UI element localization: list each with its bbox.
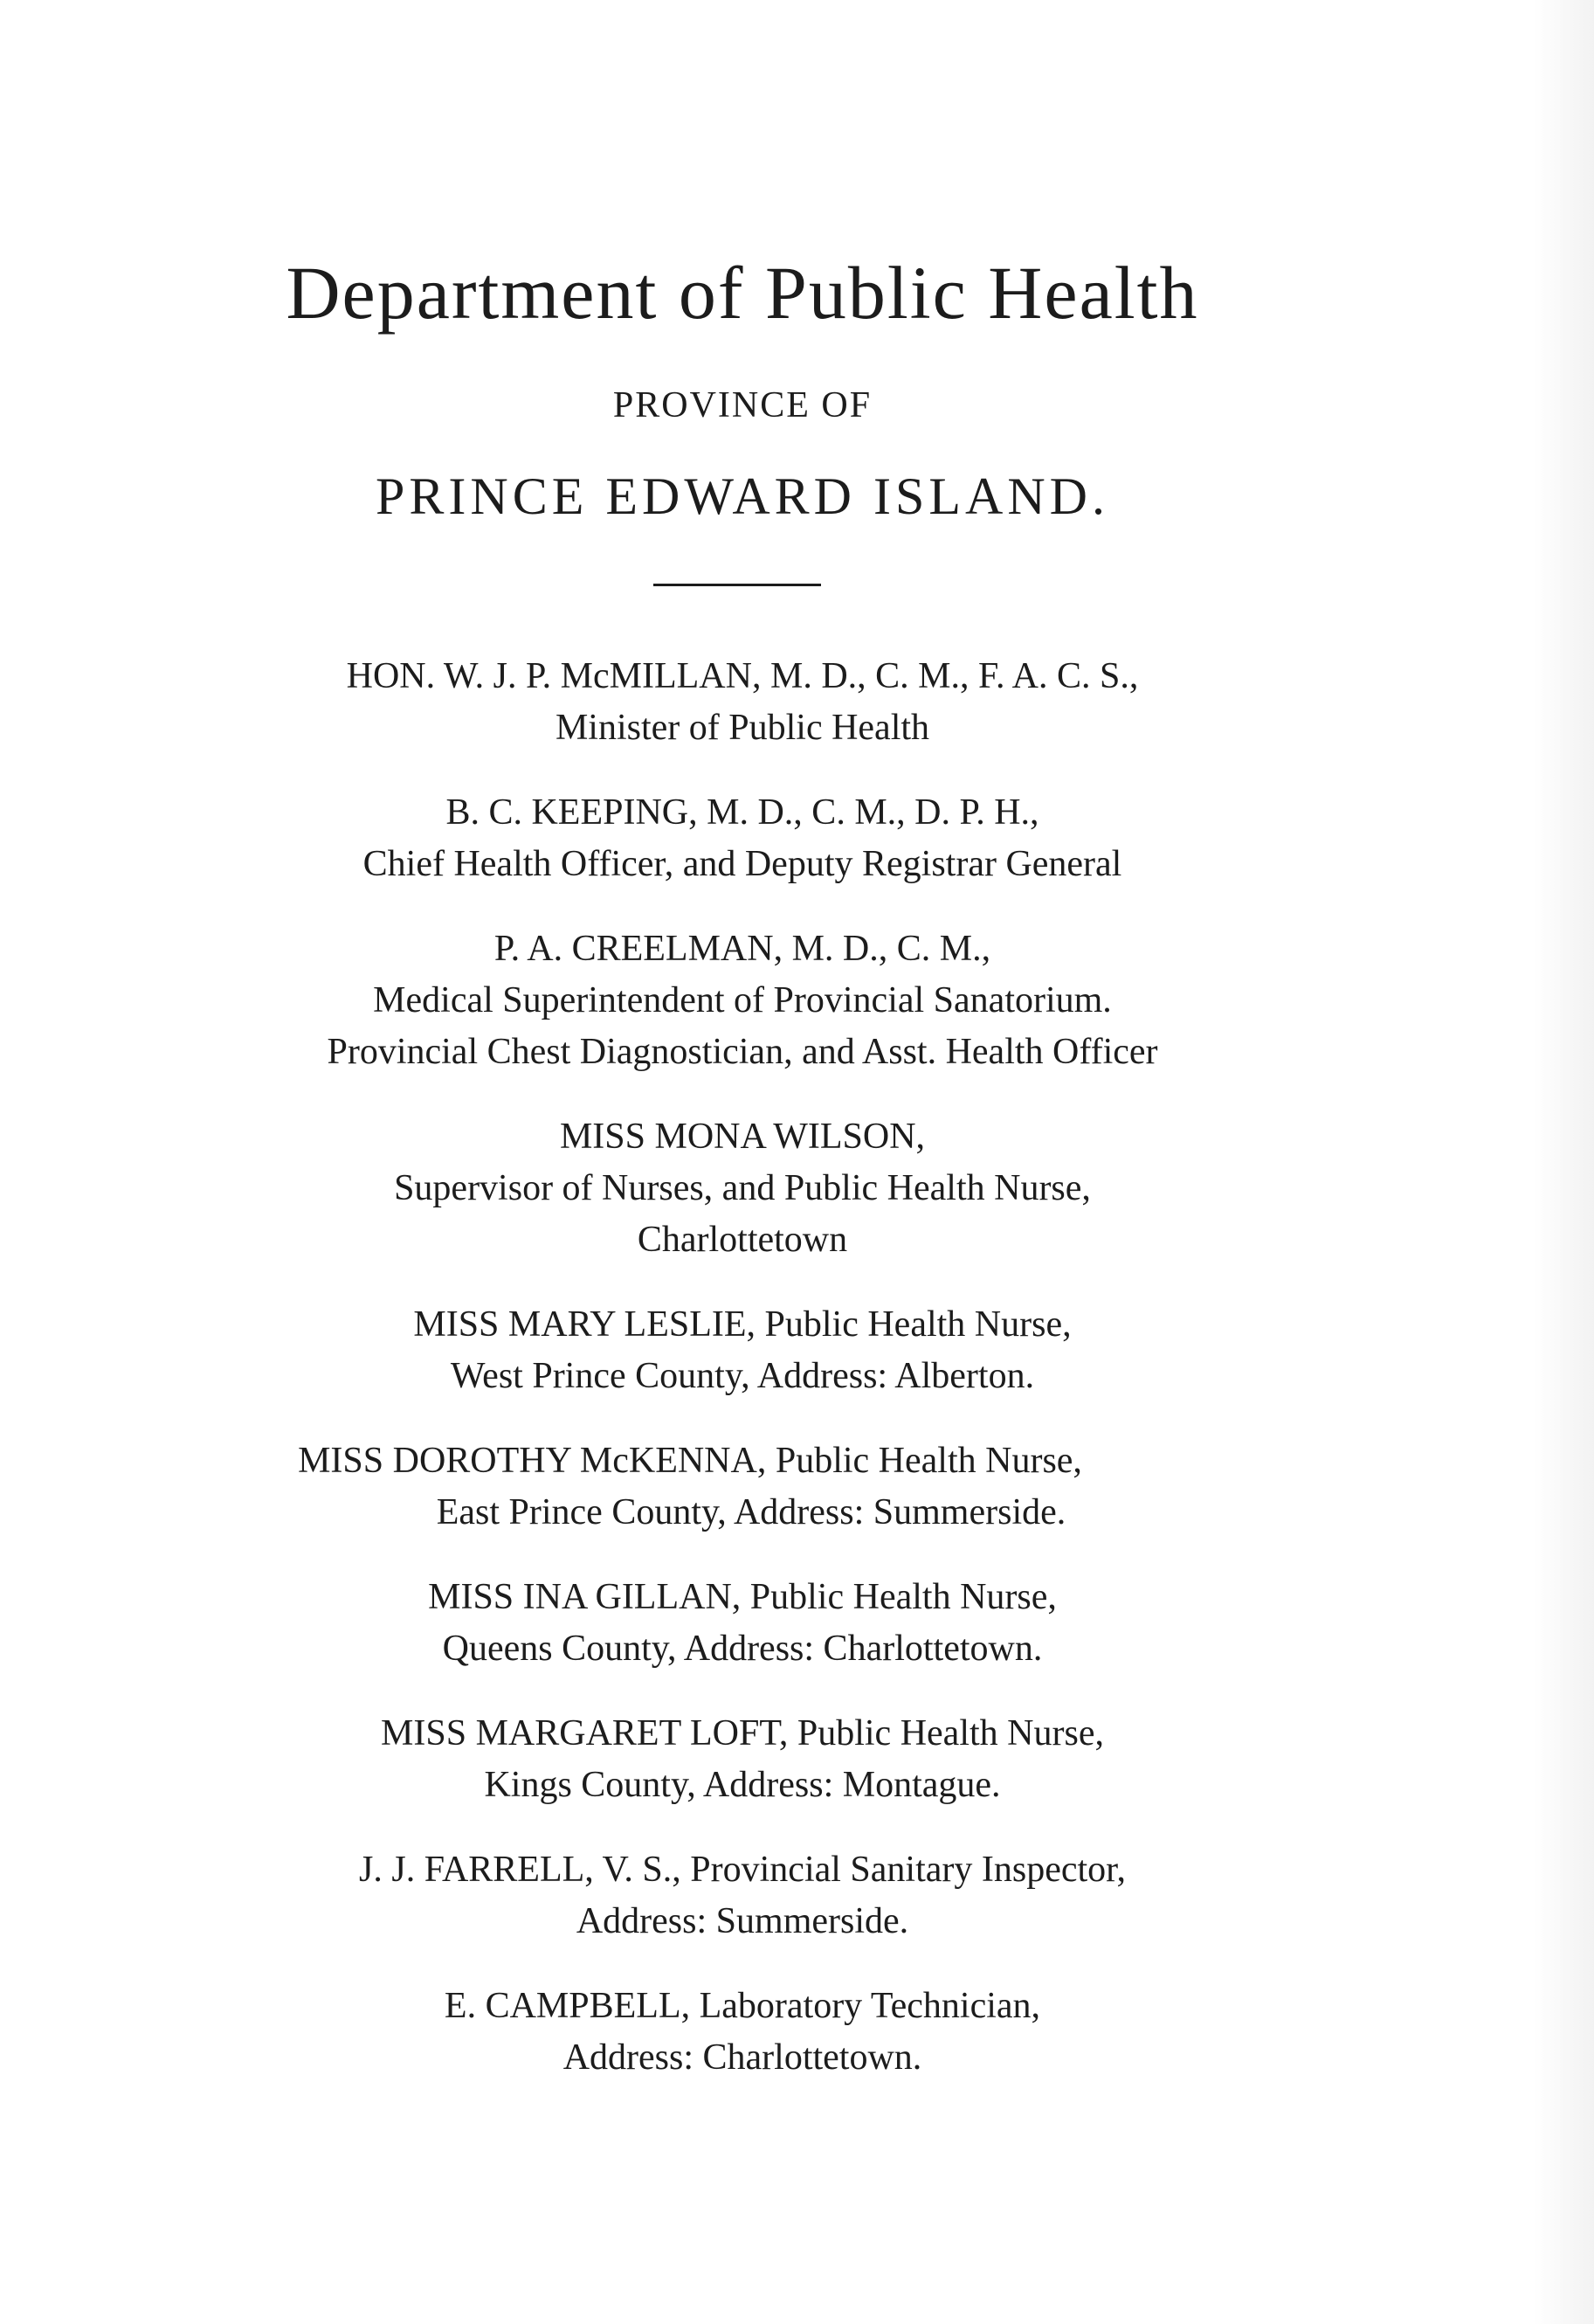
staff-address: Queens County, Address: Charlottetown. <box>442 1629 1043 1669</box>
staff-name: E. CAMPBELL, Laboratory Technician, <box>444 1986 1041 2026</box>
title-divider <box>653 584 821 586</box>
staff-entry-kings-nurse <box>0 1708 1485 1811</box>
page-title: Department of Public Health <box>286 251 1199 335</box>
staff-address: West Prince County, Address: Alberton. <box>450 1356 1035 1396</box>
staff-entry-supervisor-of-nurses <box>0 1111 1485 1266</box>
staff-role: Supervisor of Nurses, and Public Health Nurse, <box>394 1168 1091 1208</box>
page-edge-shadow <box>1533 0 1594 2324</box>
staff-name: HON. W. J. P. McMILLAN, M. D., C. M., F. A. C. S., <box>346 656 1139 696</box>
staff-role: Provincial Chest Diagnostician, and Asst. Health Officer <box>327 1032 1158 1072</box>
staff-address: Kings County, Address: Montague. <box>484 1765 1001 1805</box>
staff-entry-west-prince-nurse <box>0 1299 1485 1402</box>
staff-name: MISS DOROTHY McKENNA, Public Health Nurse, <box>298 1441 1082 1481</box>
staff-name: MISS MARY LESLIE, Public Health Nurse, <box>413 1304 1072 1345</box>
staff-address: East Prince County, Address: Summerside. <box>436 1492 1066 1532</box>
staff-entry-medical-superintendent <box>0 923 1485 1078</box>
province-of-label: PROVINCE OF <box>612 385 873 425</box>
staff-list <box>0 651 1485 2117</box>
staff-entry-sanitary-inspector <box>0 1844 1485 1947</box>
staff-address: Address: Charlottetown. <box>562 2037 922 2078</box>
staff-address: Charlottetown <box>637 1220 848 1260</box>
staff-role: Medical Superintendent of Provincial Sanatorium. <box>373 980 1112 1020</box>
staff-entry-east-prince-nurse <box>0 1435 1485 1539</box>
staff-name: MISS MONA WILSON, <box>559 1117 926 1157</box>
staff-name: P. A. CREELMAN, M. D., C. M., <box>493 929 991 969</box>
staff-role: Chief Health Officer, and Deputy Registrar General <box>362 844 1122 884</box>
staff-name: MISS MARGARET LOFT, Public Health Nurse, <box>381 1713 1104 1753</box>
staff-name: MISS INA GILLAN, Public Health Nurse, <box>428 1577 1057 1617</box>
staff-address: Address: Summerside. <box>576 1901 909 1941</box>
staff-name: J. J. FARRELL, V. S., Provincial Sanitary Inspector, <box>359 1850 1126 1890</box>
staff-entry-laboratory-technician <box>0 1981 1485 2084</box>
staff-role: Minister of Public Health <box>555 708 930 748</box>
staff-entry-chief-health-officer <box>0 787 1485 890</box>
staff-name: B. C. KEEPING, M. D., C. M., D. P. H., <box>445 792 1039 833</box>
staff-entry-queens-nurse <box>0 1572 1485 1675</box>
province-name: PRINCE EDWARD ISLAND. <box>376 467 1109 525</box>
staff-entry-minister <box>0 651 1485 754</box>
